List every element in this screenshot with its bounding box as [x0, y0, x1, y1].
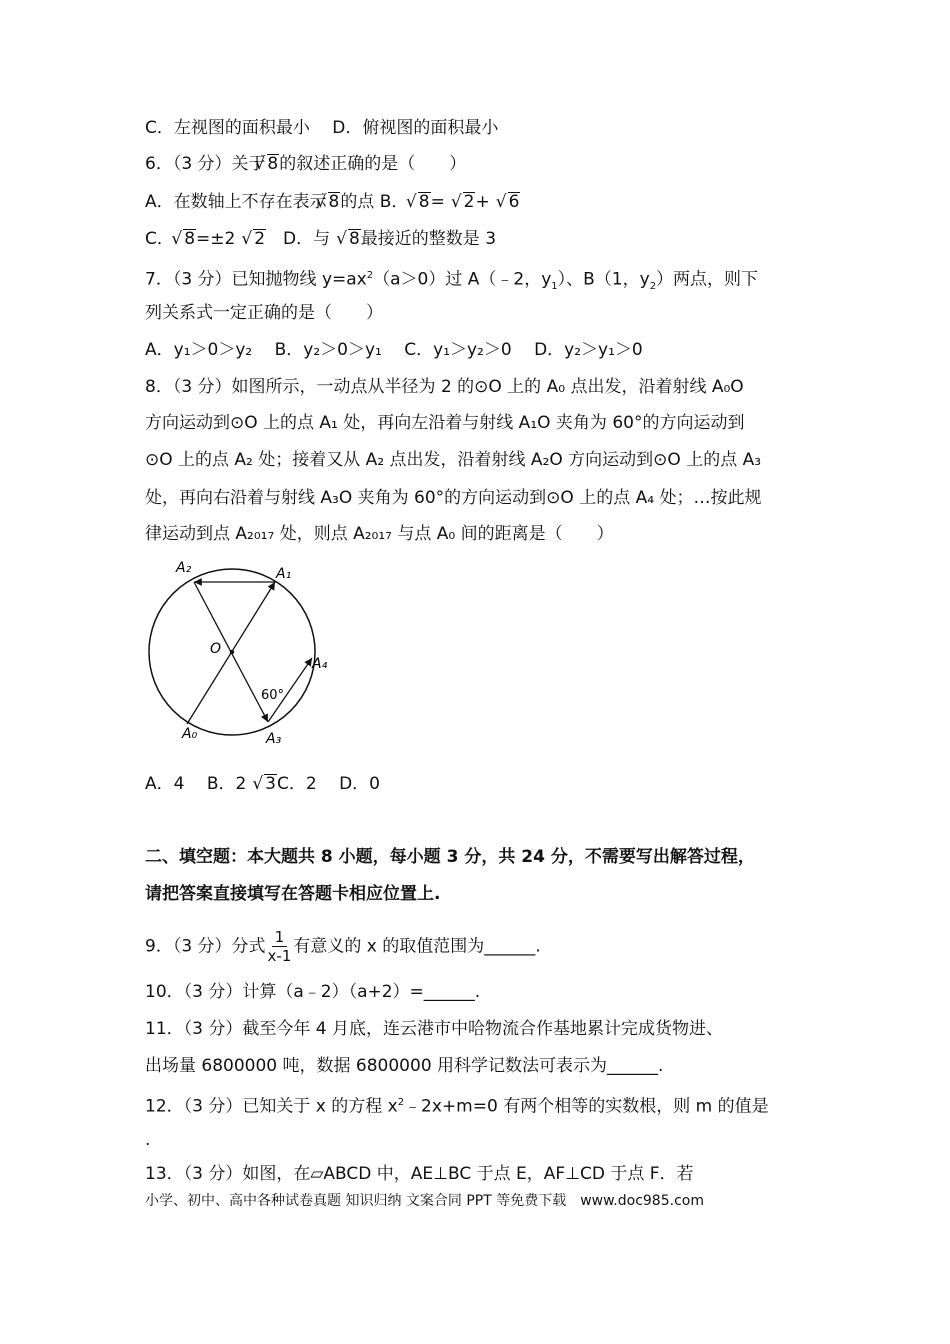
q6-b-equals: =	[430, 192, 445, 212]
q8-line-5: 律运动到点 A₂₀₁₇ 处，则点 A₂₀₁₇ 与点 A₀ 间的距离是（ ）	[145, 524, 614, 544]
q9-numerator: 1	[272, 928, 288, 947]
q6-c-prefix: C．	[145, 229, 166, 249]
q7-line-2: 列关系式一定正确的是（ ）	[145, 303, 383, 323]
q8-circle-figure	[140, 556, 340, 751]
q8-option-cd: C．2 D．0	[277, 774, 380, 794]
section2-heading-2: 请把答案直接填写在答题卡相应位置上.	[145, 884, 441, 904]
q6-c-radical-2: √ 2	[253, 229, 266, 248]
q9-fraction	[268, 928, 292, 965]
q6-prefix: 6．（3 分）关于	[145, 154, 266, 174]
q7-text-b: （a＞0）过 A（﹣2，y	[373, 269, 552, 290]
q12-text-b: ﹣2x+m=0 有两个相等的实数根，则 m 的值是	[404, 1096, 769, 1117]
q6-c-middle: =±2	[196, 229, 236, 249]
q6-d-suffix: 最接近的整数是 3	[360, 229, 497, 249]
q9	[145, 928, 541, 965]
q8-option-ab: A．4 B．2	[145, 774, 247, 794]
q7-text-a: 7．（3 分）已知抛物线 y=ax	[145, 269, 367, 290]
q6-options-ab	[145, 190, 520, 214]
section2-heading-1: 二、填空题：本大题共 8 小题，每小题 3 分，共 24 分，不需要写出解答过程，	[145, 847, 755, 867]
label-a3: A₃	[266, 731, 282, 747]
q6-b-radical-1: √ 8	[418, 192, 431, 211]
q6-a-prefix: A．在数轴上不存在表示	[145, 192, 327, 212]
q6-b-radical-2: √ 2	[463, 192, 476, 211]
q6-c-radical-1: √ 8	[183, 229, 196, 248]
q5-option-d: D．俯视图的面积最小	[332, 118, 499, 138]
q6-radical: √ 8	[267, 154, 280, 173]
q8-line-1: 8．（3 分）如图所示，一动点从半径为 2 的⊙O 上的 A₀ 点出发，沿着射线 A₀O	[145, 377, 744, 397]
q10: 10．（3 分）计算（a﹣2）（a+2）=______.	[145, 982, 481, 1002]
q8-option-radical: √ 3	[264, 774, 277, 793]
q13: 13．（3 分）如图，在▱ABCD 中，AE⊥BC 于点 E，AF⊥CD 于点 F．若	[145, 1164, 694, 1184]
label-a1: A₁	[276, 566, 292, 582]
q12-line-1	[145, 1091, 769, 1119]
q6-suffix: 的叙述正确的是（ ）	[279, 154, 467, 174]
q6-a-suffix: 的点 B．	[340, 192, 400, 212]
page-footer: 小学、初中、高中各种试卷真题 知识归纳 文案合同 PPT 等免费下载 www.doc985.com	[145, 1193, 704, 1209]
q8-line-4: 处，再向右沿着与射线 A₃O 夹角为 60°的方向运动到⊙O 上的点 A₄ 处；…按此规	[145, 488, 762, 508]
q11-line-1: 11．（3 分）截至今年 4 月底，连云港市中哈物流合作基地累计完成货物进、	[145, 1019, 723, 1039]
label-a4: A₄	[312, 656, 328, 672]
q6-b-radical-3: √ 6	[508, 192, 521, 211]
label-a2: A₂	[176, 560, 192, 576]
q8-options	[145, 772, 380, 796]
q9-prefix: 9．（3 分）分式	[145, 936, 266, 957]
q6-a-radical: √ 8	[328, 192, 341, 211]
label-a0: A₀	[182, 726, 198, 742]
q12-sup: 2	[397, 1097, 405, 1108]
q6-b-plus: +	[475, 192, 490, 212]
q8-line-3: ⊙O 上的点 A₂ 处；接着又从 A₂ 点出发，沿着射线 A₂O 方向运动到⊙O 上的点 A₃	[145, 450, 762, 470]
q8-line-2: 方向运动到⊙O 上的点 A₁ 处，再向左沿着与射线 A₁O 夹角为 60°的方向运动到	[145, 413, 745, 433]
q6-d-prefix: D．与	[266, 229, 331, 249]
label-o: O	[210, 641, 222, 657]
q5-options	[145, 116, 498, 140]
q12-text-a: 12．（3 分）已知关于 x 的方程 x	[145, 1096, 398, 1117]
q6-d-radical: √ 8	[348, 229, 361, 248]
label-angle: 60°	[261, 688, 285, 703]
q7-options: A．y₁＞0＞y₂ B．y₂＞0＞y₁ C．y₁＞y₂＞0 D．y₂＞y₁＞0	[145, 340, 643, 360]
center-point	[230, 650, 234, 654]
q7-line-1	[145, 264, 758, 299]
q7-text-c: ）、B（1，y	[557, 269, 650, 290]
q12-line-2: .	[145, 1130, 151, 1150]
q6-stem	[145, 152, 466, 176]
q11-line-2: 出场量 6800000 吨，数据 6800000 用科学记数法可表示为______.	[145, 1056, 664, 1076]
q9-denominator: x-1	[267, 947, 292, 965]
q7-sub-2: 2	[649, 281, 657, 293]
q7-sup: 2	[366, 270, 374, 281]
q9-suffix: 有意义的 x 的取值范围为______.	[293, 936, 541, 957]
q5-option-c: C．左视图的面积最小	[145, 118, 310, 138]
q6-options-cd	[145, 227, 496, 251]
q7-sub-1: 1	[551, 281, 558, 293]
q7-text-d: ）两点，则下	[656, 269, 759, 290]
